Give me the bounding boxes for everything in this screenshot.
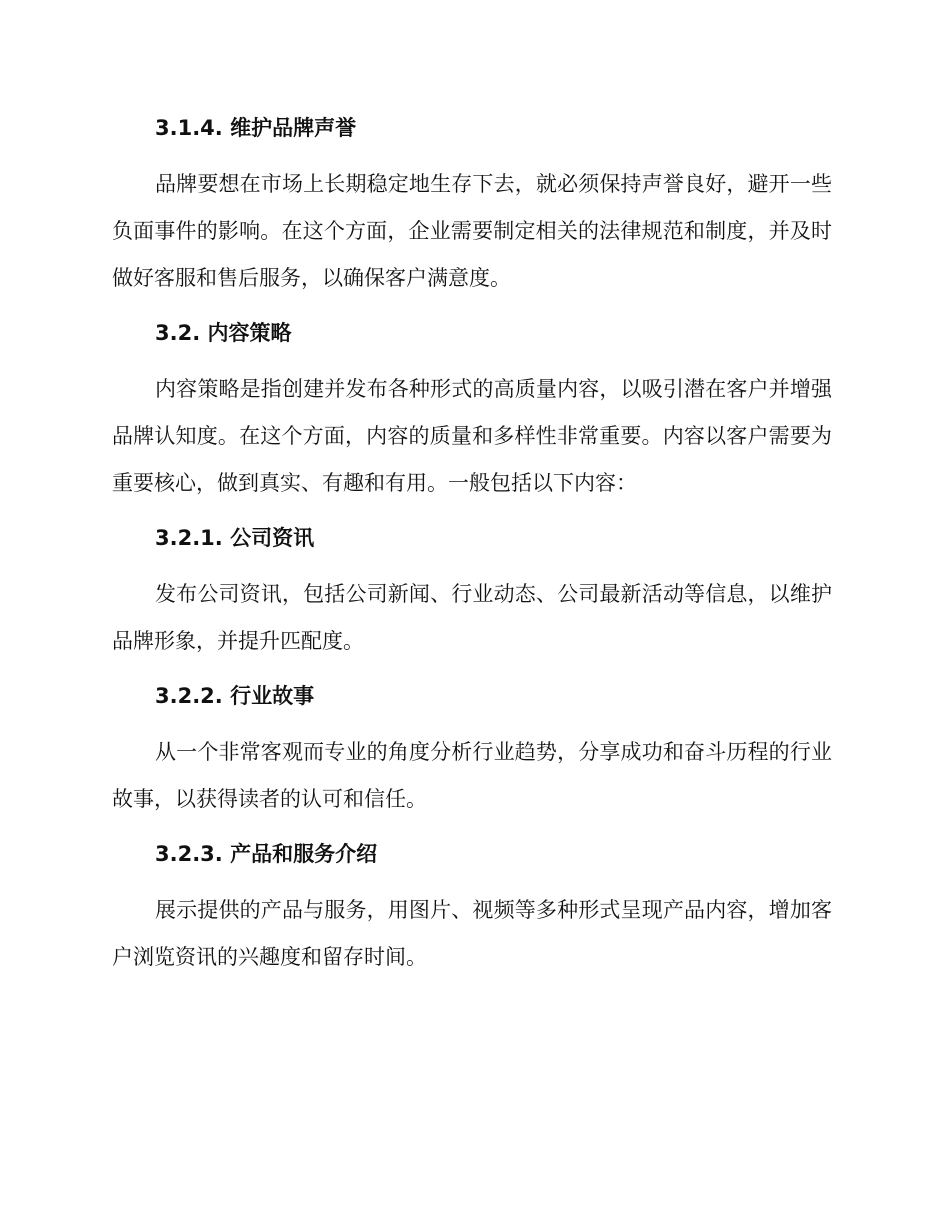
section-paragraph-3-2-1: 发布公司资讯，包括公司新闻、行业动态、公司最新活动等信息，以维护品牌形象，并提升匹配度。: [112, 582, 832, 653]
document-body: [112, 108, 832, 981]
section-heading-3-2-3: 3.2.3. 产品和服务介绍: [155, 842, 378, 866]
section-paragraph-3-2-3: 展示提供的产品与服务，用图片、视频等多种形式呈现产品内容，增加客户浏览资讯的兴趣度和留存时间。: [112, 898, 832, 969]
section-heading-3-2-1: 3.2.1. 公司资讯: [155, 526, 315, 550]
section-heading-3-2-2: 3.2.2. 行业故事: [155, 684, 315, 708]
section-paragraph-3-1-4: 品牌要想在市场上长期稳定地生存下去，就必须保持声誉良好，避开一些负面事件的影响。在这个方面，企业需要制定相关的法律规范和制度，并及时做好客服和售后服务，以确保客户满意度。: [112, 172, 832, 290]
section-paragraph-3-2: 内容策略是指创建并发布各种形式的高质量内容，以吸引潜在客户并增强品牌认知度。在这个方面，内容的质量和多样性非常重要。内容以客户需要为重要核心，做到真实、有趣和有用。一般包括以下内容：: [112, 377, 832, 495]
section-paragraph-3-2-2: 从一个非常客观而专业的角度分析行业趋势，分享成功和奋斗历程的行业故事，以获得读者的认可和信任。: [112, 740, 832, 811]
section-heading-3-1-4: 3.1.4. 维护品牌声誉: [155, 116, 357, 140]
section-heading-3-2: 3.2. 内容策略: [155, 321, 292, 345]
